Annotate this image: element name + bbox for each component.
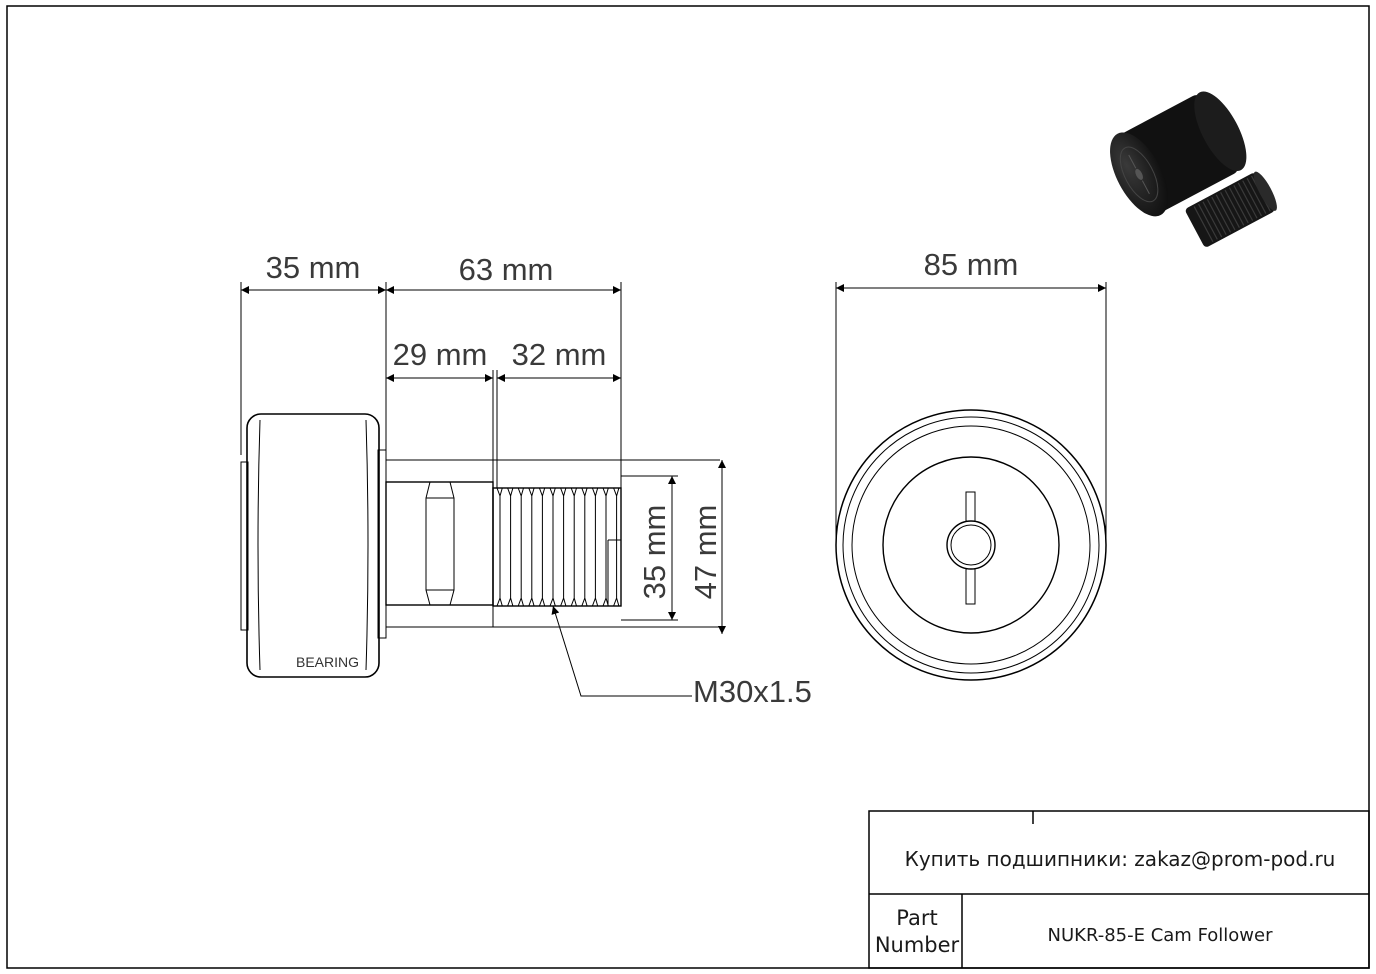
roller-edge-right [366, 420, 368, 670]
flange-top [386, 460, 493, 482]
roller-outline [247, 414, 379, 677]
inner-face [883, 457, 1059, 633]
front-view [836, 410, 1106, 680]
stud-thread [493, 488, 621, 606]
dim-stud-thread: 32 mm [511, 337, 607, 372]
outer-ring-chamfer [843, 417, 1099, 673]
dim-outer-diameter: 85 mm [923, 247, 1019, 282]
title-block [869, 811, 1369, 968]
cam-follower-3d-render [1098, 82, 1281, 248]
slot-bottom [966, 569, 975, 604]
seal-ring [852, 426, 1090, 664]
front-dimensions [836, 247, 1106, 545]
dim-stud-diameter: 35 mm [637, 504, 672, 600]
thread-teeth [497, 488, 619, 606]
slot-top [966, 492, 975, 521]
stud-plain [386, 482, 493, 605]
thread-tooth-path [497, 488, 619, 606]
dim-stud-plain: 29 mm [392, 337, 488, 372]
dim-flange-diameter: 47 mm [688, 504, 723, 600]
dim-thread-spec: M30x1.5 [693, 674, 812, 709]
dim-total-length: 63 mm [458, 252, 554, 287]
part-label-line2: Number [874, 933, 960, 957]
part-number-value: NUKR-85-E Cam Follower [1047, 925, 1273, 946]
contact-line: Купить подшипники: zakaz@prom-pod.ru [904, 847, 1336, 871]
part-label-line1: Part [896, 906, 938, 930]
hex-socket-outer [947, 521, 995, 569]
hex-socket-inner [951, 525, 991, 565]
flange-bottom [386, 605, 493, 627]
outer-ring [836, 410, 1106, 680]
side-dimensions [241, 250, 812, 709]
dim-roller-width: 35 mm [265, 250, 361, 285]
roller-edge-left [258, 420, 260, 670]
bearing-engraving: BEARING [296, 654, 360, 670]
stud-groove [426, 482, 454, 605]
